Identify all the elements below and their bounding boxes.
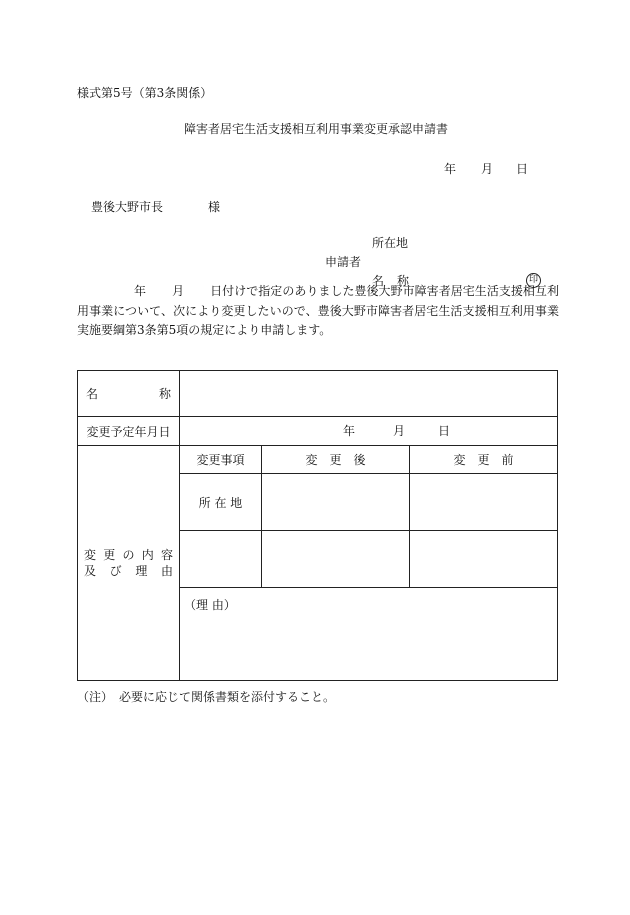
name-label-1: 名 [86,387,99,401]
applicant-name-label-2: 称 [397,274,410,288]
change-content-line-2: 及 び 理 由 [84,564,173,578]
col-header-after: 変 更 後 [262,446,410,474]
reason-cell[interactable] [180,588,558,681]
applicant-address-label: 所在地 [372,236,409,250]
planned-date-day: 日 [438,424,451,438]
name-value-cell[interactable] [180,371,558,417]
applicant-name-label-1: 名 [372,274,385,288]
table-row-name [78,371,558,417]
table-row-headers [78,446,558,474]
col-header-item: 変更事項 [180,446,262,474]
reason-label: （理 由） [184,598,236,612]
seal-mark: 印 [526,273,541,288]
body-text: 日付けで指定のありました豊後大野市障害者居宅生活支援相互利用事業について、次により変更したいので、豊後大野市障害者居宅生活支援相互利用事業実施要綱第3条第5項の規定により申請します。 [77,284,559,337]
planned-date-year: 年 [343,424,356,438]
applicant-label: 申請者 [325,255,362,269]
row-label-address: 所 在 地 [180,474,262,531]
body-month: 月 [172,284,185,298]
date-day: 日 [516,162,529,176]
blank-before-cell[interactable] [410,531,558,588]
date-month: 月 [481,162,494,176]
planned-date-cell[interactable] [180,417,558,446]
blank-item-cell[interactable] [180,531,262,588]
change-content-label [78,446,180,681]
date-year: 年 [444,162,457,176]
footnote: （注） 必要に応じて関係書類を添付すること。 [77,690,336,704]
blank-after-cell[interactable] [262,531,410,588]
address-before-cell[interactable] [410,474,558,531]
addressee-name: 豊後大野市長 [91,200,164,214]
planned-date-month: 月 [393,424,406,438]
document-title: 障害者居宅生活支援相互利用事業変更承認申請書 [184,122,449,136]
table-row-planned-date [78,417,558,446]
name-label-cell [78,371,180,417]
application-table [77,370,558,681]
planned-date-label: 変更予定年月日 [78,417,180,446]
name-label-2: 称 [158,387,171,401]
form-number: 様式第5号（第3条関係） [77,86,213,100]
change-content-line-1: 変 更 の 内 容 [84,548,173,562]
body-year: 年 [134,284,147,298]
addressee-honorific: 様 [208,200,221,214]
address-after-cell[interactable] [262,474,410,531]
col-header-before: 変 更 前 [410,446,558,474]
body-paragraph [77,282,559,341]
